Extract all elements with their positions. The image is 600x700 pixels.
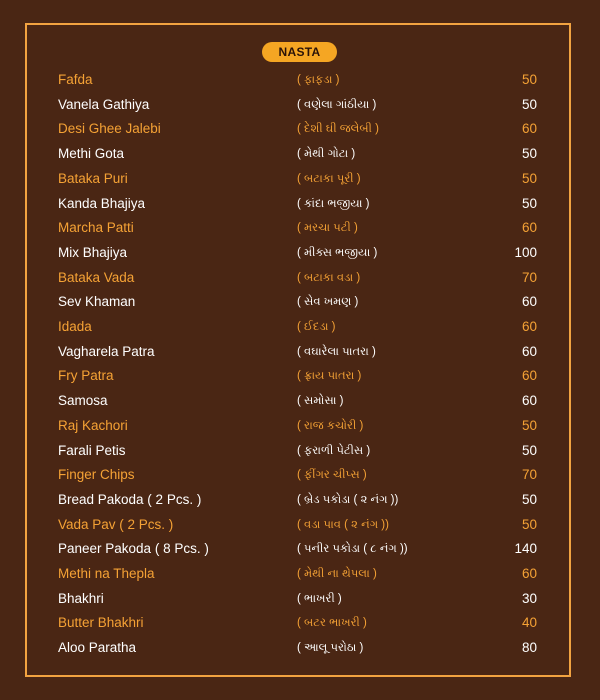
menu-item-row (0, 389, 600, 413)
menu-item-row (0, 93, 600, 117)
item-gujarati-name: ( મેથી ગોટા ) (297, 148, 356, 161)
item-price: 60 (521, 343, 537, 359)
item-price: 50 (521, 442, 537, 458)
item-price: 50 (521, 195, 537, 211)
item-gujarati-name: ( વણેલા ગાંઠીયા ) (297, 98, 377, 111)
item-name: Vanela Gathiya (58, 96, 150, 112)
menu-item-row (0, 611, 600, 635)
item-gujarati-name: ( બટર ભાખરી ) (297, 617, 367, 630)
item-price: 50 (521, 96, 537, 112)
item-gujarati-name: ( બટાકા વડા ) (297, 271, 361, 284)
item-name: Methi Gota (58, 146, 125, 162)
menu-item-row (0, 290, 600, 314)
item-price: 100 (514, 244, 537, 260)
menu-item-row (0, 488, 600, 512)
menu-item-row (0, 439, 600, 463)
item-gujarati-name: ( કાંદા ભજીયા ) (297, 197, 370, 210)
menu-item-row (0, 216, 600, 240)
menu-item-row (0, 364, 600, 388)
item-gujarati-name: ( બ્રેડ પકોડા ( ૨ નંગ )) (297, 493, 399, 506)
item-gujarati-name: ( દેશી ઘી જલેબી ) (297, 123, 379, 136)
menu-item-row (0, 340, 600, 364)
item-price: 50 (521, 146, 537, 162)
item-name: Kanda Bhajiya (58, 195, 146, 211)
item-name: Raj Kachori (58, 417, 128, 433)
item-gujarati-name: ( મીક્સ ભજીયા ) (297, 246, 378, 259)
item-gujarati-name: ( ફરાળી પેટીસ ) (297, 444, 371, 457)
item-price: 50 (521, 491, 537, 507)
menu-item-row (0, 117, 600, 141)
item-gujarati-name: ( પનીર પકોડા ( ૮ નંગ )) (297, 543, 408, 556)
item-gujarati-name: ( મરચા પટી ) (297, 222, 358, 235)
item-name: Marcha Patti (58, 220, 134, 236)
item-name: Vada Pav ( 2 Pcs. ) (58, 516, 174, 532)
menu-item-row (0, 537, 600, 561)
menu-item-row (0, 266, 600, 290)
menu-item-row (0, 142, 600, 166)
item-price: 60 (521, 294, 537, 310)
item-price: 60 (521, 220, 537, 236)
menu-item-row (0, 513, 600, 537)
item-gujarati-name: ( વડા પાવ ( ૨ નંગ )) (297, 518, 389, 531)
item-gujarati-name: ( વઘારેલા પાતરા ) (297, 345, 376, 358)
item-gujarati-name: ( ભાખરી ) (297, 592, 342, 605)
item-name: Fafda (58, 72, 93, 87)
item-price: 70 (521, 269, 537, 285)
item-name: Bread Pakoda ( 2 Pcs. ) (58, 491, 202, 507)
item-price: 50 (521, 170, 537, 186)
item-gujarati-name: ( સમોસા ) (297, 395, 344, 408)
item-price: 60 (521, 566, 537, 581)
menu-item-row (0, 636, 600, 660)
item-name: Desi Ghee Jalebi (58, 121, 161, 137)
item-gujarati-name: ( ફાફડા ) (297, 74, 340, 86)
menu-item-row (0, 241, 600, 265)
item-name: Methi na Thepla (58, 566, 155, 581)
menu-item-row (0, 587, 600, 611)
item-price: 60 (521, 319, 537, 334)
menu-item-row (0, 562, 600, 586)
item-gujarati-name: ( રાજ કચોરી ) (297, 419, 364, 432)
item-name: Fry Patra (58, 368, 114, 384)
item-price: 50 (521, 72, 537, 87)
item-gujarati-name: ( મેથી ના થેપલા ) (297, 568, 377, 580)
item-name: Paneer Pakoda ( 8 Pcs. ) (58, 541, 209, 557)
item-gujarati-name: ( ફીંગર ચીપ્સ ) (297, 469, 367, 482)
item-name: Mix Bhajiya (58, 244, 128, 260)
item-name: Bataka Vada (58, 269, 135, 285)
item-name: Bataka Puri (58, 170, 128, 186)
item-price: 50 (521, 516, 537, 532)
item-gujarati-name: ( ફ્રાય પાતરા ) (297, 370, 362, 383)
item-price: 60 (521, 393, 537, 409)
item-name: Bhakhri (58, 590, 104, 606)
menu-item-row (0, 192, 600, 216)
item-name: Finger Chips (58, 467, 135, 483)
menu-item-row (0, 315, 600, 339)
item-name: Aloo Paratha (58, 640, 137, 656)
item-price: 50 (521, 417, 537, 433)
item-gujarati-name: ( ઈદડા ) (297, 321, 336, 333)
item-name: Vagharela Patra (58, 343, 155, 359)
item-price: 140 (514, 541, 537, 557)
item-price: 80 (521, 640, 537, 656)
item-gujarati-name: ( બટાકા પૂરી ) (297, 172, 361, 185)
item-price: 30 (521, 590, 537, 606)
item-name: Farali Petis (58, 442, 126, 458)
item-gujarati-name: ( આલૂ પરોઠા ) (297, 642, 364, 655)
item-name: Sev Khaman (58, 294, 136, 310)
item-name: Idada (58, 319, 92, 334)
item-price: 60 (521, 368, 537, 384)
menu-item-row (0, 167, 600, 191)
item-name: Samosa (58, 393, 108, 409)
item-gujarati-name: ( સેવ ખમણ ) (297, 296, 359, 309)
item-name: Butter Bhakhri (58, 615, 144, 631)
item-price: 60 (521, 121, 537, 137)
section-title-badge: NASTA (262, 42, 337, 62)
menu-item-row (0, 414, 600, 438)
menu-item-row (0, 68, 600, 92)
item-price: 70 (521, 467, 537, 483)
menu-item-row (0, 463, 600, 487)
item-price: 40 (521, 615, 537, 631)
